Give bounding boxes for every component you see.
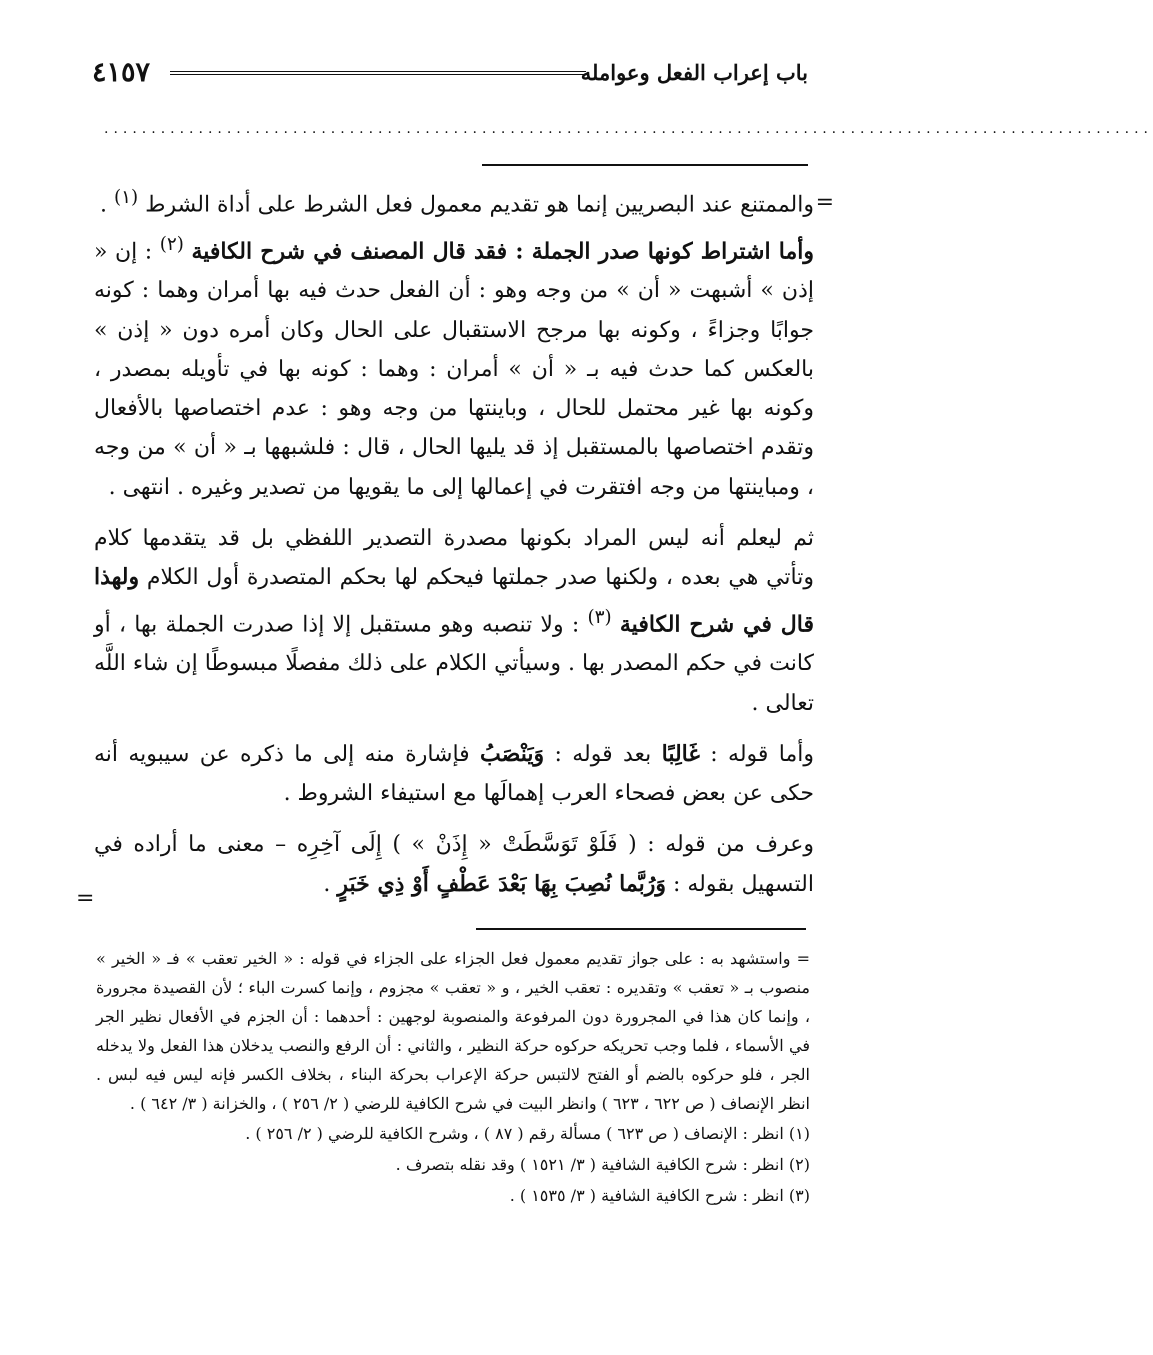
paragraph-2: وأما اشتراط كونها صدر الجملة : فقد قال المصنف في شرح الكافية $^{(٢)}$ : إن « إذن » أشبهت « أن » من وجه وهو : أن الفعل حدث فيه بها أمران وهما : كونه جوابًا وجزاءً ، وكونه بها مرجح الاستقبال على الحال وكان أمره دون « إذن » بالعكس كما حدث فيه بـ « أن » أمران : وهما : كونه بها في تأويله بمصدر ، وكونه بها غير محتمل للحال ، وباينتها من وجه وهو : عدم اختصاصها بالأفعال وتقدم اختصاصها بالمستقبل إذ قد يليها الحال ، قال : فلشبهها بـ « أن » من وجه ، ومباينتها من وجه افتقرت في إعمالها إلى ما يقويها من تصدير وغيره . انتهى . <box>94 233 814 500</box>
paragraph-5: وعرف من قوله : ( فَلَوْ تَوَسَّطَتْ « إِذَنْ » ) إِلَى آخِرِه – معنى ما أراده في التسهيل بقوله : وَرُبَّما نُصِبَ بِهَا بَعْدَ عَطْفٍ أَوْ ذِي خَبَرٍ . <box>94 832 814 897</box>
header-rule <box>170 71 586 78</box>
running-header <box>92 56 808 90</box>
footnotes <box>96 944 810 1211</box>
footnote-2: (٢) انظر : شرح الكافية الشافية ( ٣/ ١٥٢١ ) وقد نقله بتصرف . <box>395 1155 810 1174</box>
continuation-mark-top: = <box>815 190 834 215</box>
paragraph-1: والممتنع عند البصريين إنما هو تقديم معمول فعل الشرط على أداة الشرط $^{(١)}$ . <box>99 187 814 218</box>
paragraph-3: ثم ليعلم أنه ليس المراد بكونها مصدرة التصدير اللفظي بل قد يتقدمها كلام وتأتي هي بعده ، ولكنها صدر جملتها فيحكم لها بحكم المتصدرة أول الكلام ولهذا قال في شرح الكافية $^{(٣)}$ : ولا تنصبه وهو مستقبل إلا إذا صدرت الجملة بها ، أو كانت في حكم المصدر بها . وسيأتي الكلام على ذلك مفصلًا مبسوطًا إن شاء اللَّه تعالى . <box>94 526 815 716</box>
footnote-continuation: = واستشهد به : على جواز تقديم معمول فعل الجزاء على الجزاء في قوله : « الخير تعقب » فـ « الخير » منصوب بـ « تعقب » وتقديره : تعقب الخير ، و « تعقب » مجزوم ، وإنما كسرت الباء ؛ لأن القصيدة مجرورة ، وإنما كان هذا في المجرورة دون المرفوعة والمنصوبة لوجهين : أحدهما : أن الجزم في الأفعال نظير الجر في الأسماء ، فلما وجب تحريكه حركوه حركة النظير ، والثاني : أن الرفع والنصب يدخلان هذا الفعل ولا يدخله الجر ، فلو حركوه بالضم أو الفتح لالتبس حركة الإعراب بحركة البناء ، بخلاف الكسر فإنه ليس فيه لبس . انظر الإنصاف ( ص ٦٢٢ ، ٦٢٣ ) وانظر البيت في شرح الكافية للرضي ( ٢/ ٢٥٦ ) ، والخزانة ( ٣/ ٦٤٢ ) . <box>96 949 811 1113</box>
footnote-ref-3: (٣) <box>587 606 612 628</box>
paragraph-4: وأما قوله : غَالِبًا بعد قوله : وَيَنْصَبُ فإشارة منه إلى ما ذكره عن سيبويه أنه حكى عن بعض فصحاء العرب إهمالَها مع استيفاء الشروط . <box>94 740 814 807</box>
page-number: ٤١٥٧ <box>92 57 151 88</box>
footnote-ref-2: (٢) <box>159 233 184 255</box>
dotted-separator: ............................................................................................................... <box>104 121 1153 137</box>
footnote-rule <box>476 928 806 930</box>
footnote-1: (١) انظر : الإنصاف ( ص ٦٢٣ ) مسألة رقم ( ٨٧ ) ، وشرح الكافية للرضي ( ٢/ ٢٥٦ ) . <box>245 1124 810 1143</box>
continuation-mark-bottom: = <box>76 886 95 911</box>
footnote-3: (٣) انظر : شرح الكافية الشافية ( ٣/ ١٥٣٥ ) . <box>509 1186 810 1205</box>
chapter-title: باب إعراب الفعل وعوامله <box>580 60 808 85</box>
main-text <box>94 178 814 904</box>
footnote-ref-1: (١) <box>113 187 139 208</box>
top-rule <box>482 164 808 166</box>
